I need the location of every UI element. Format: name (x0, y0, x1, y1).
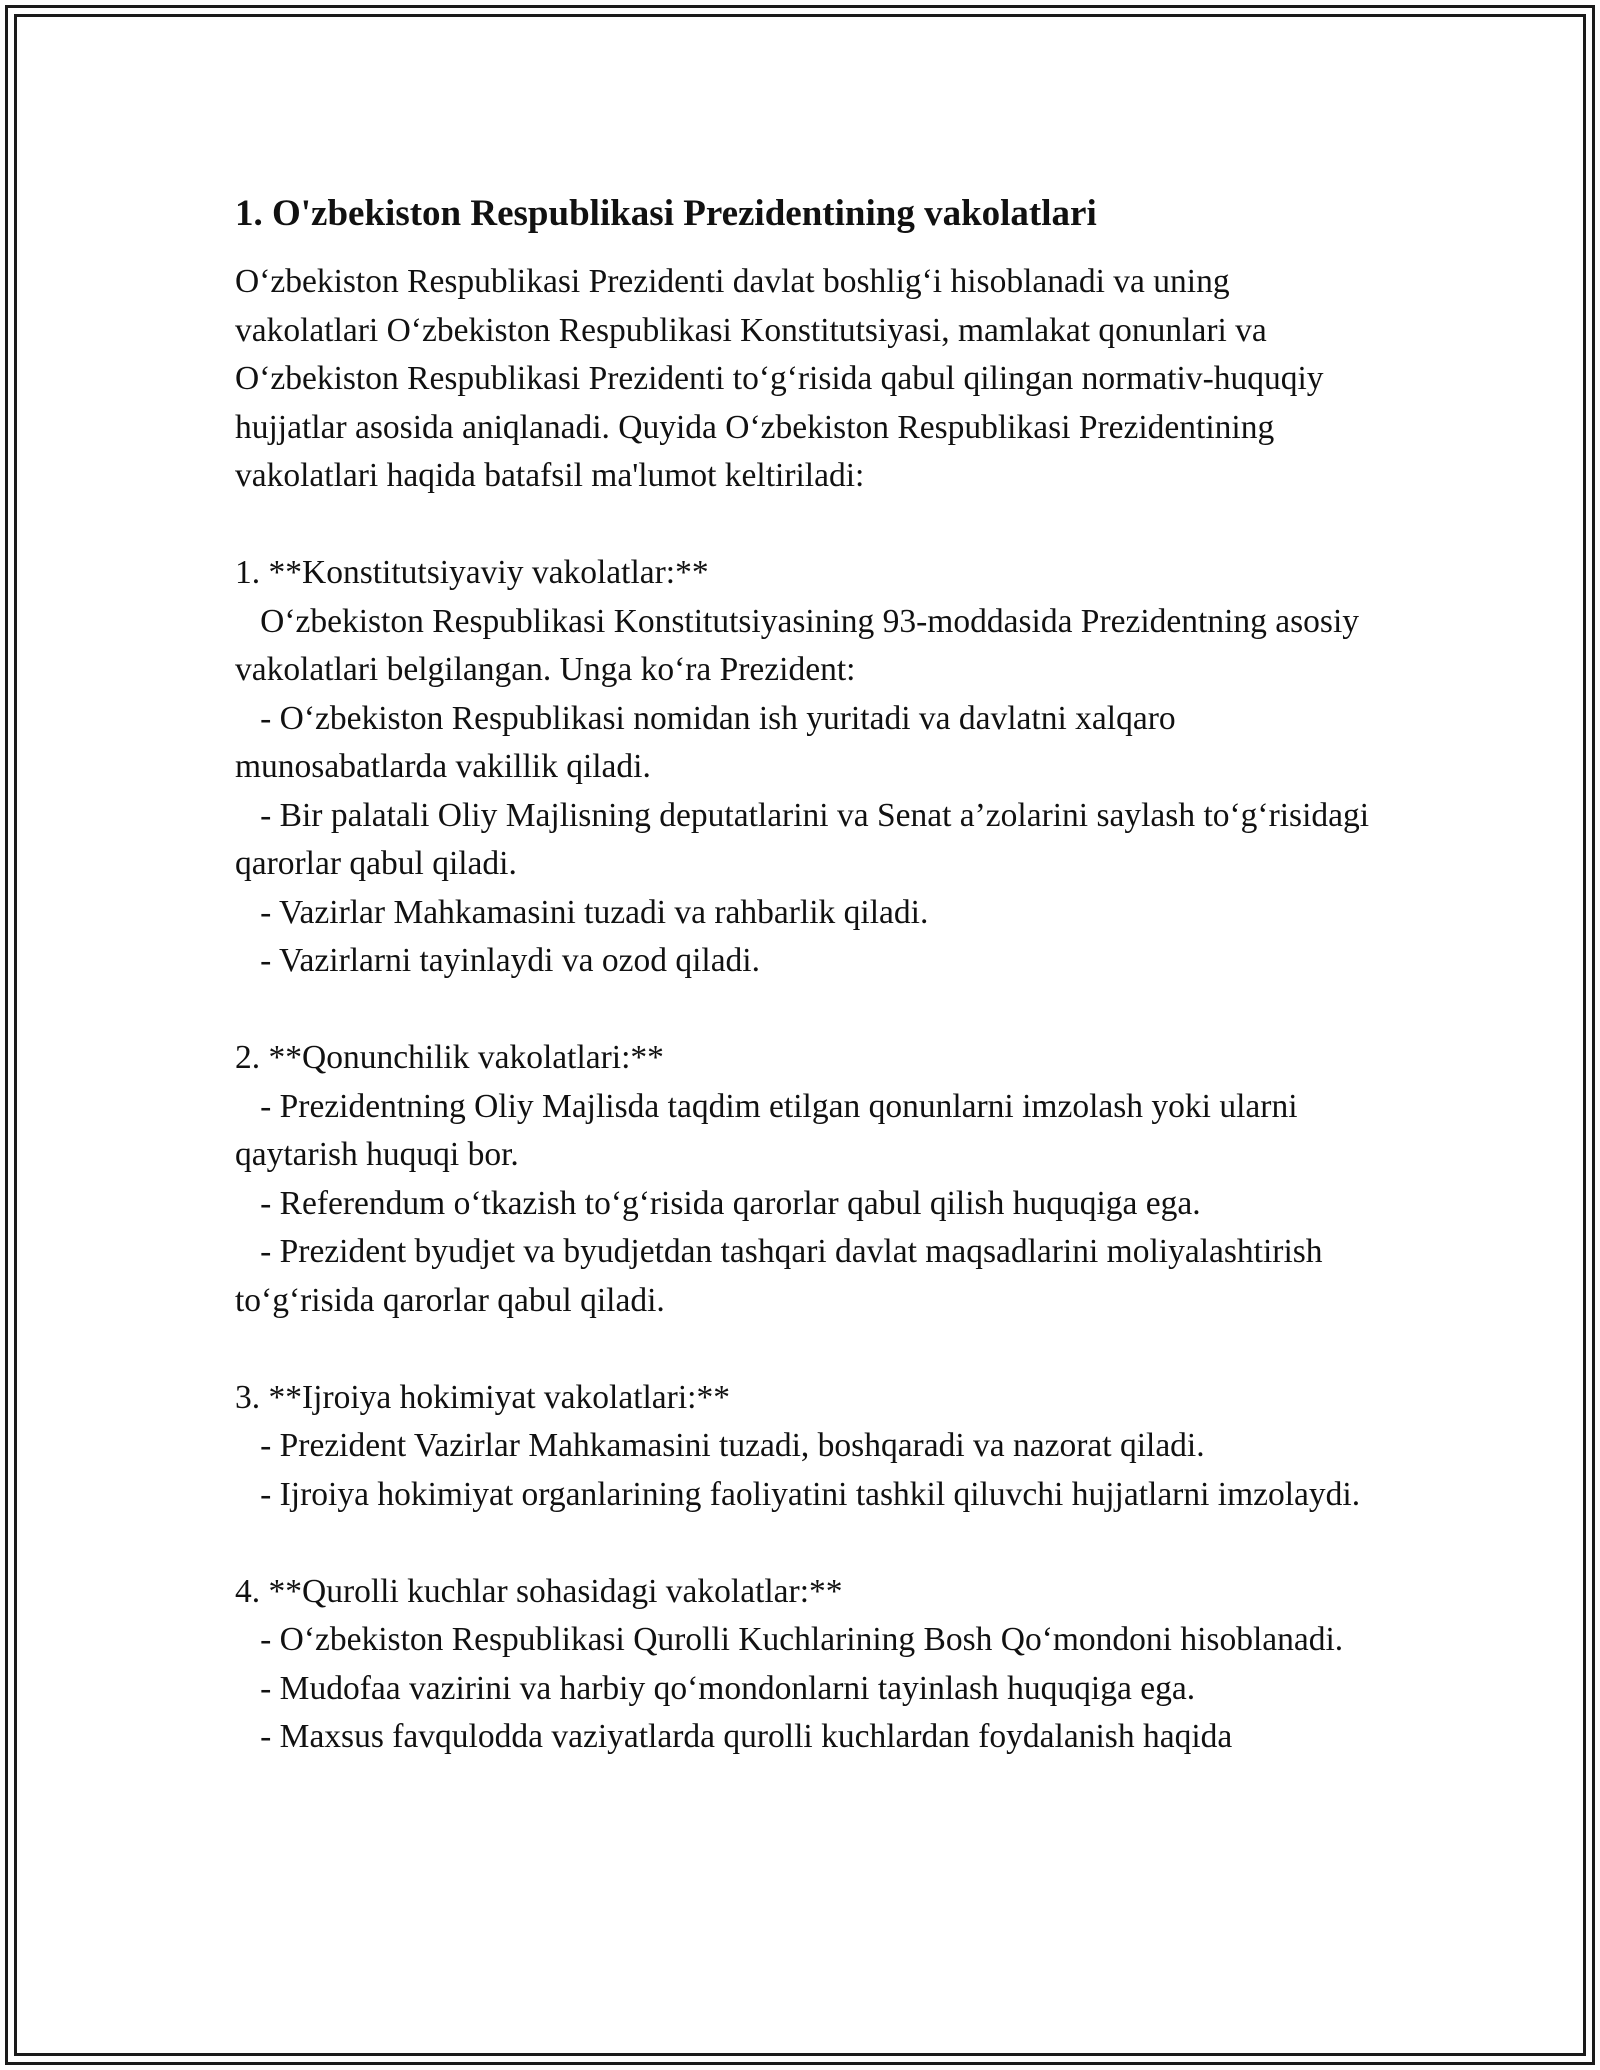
list-item: - Vazirlarni tayinlaydi va ozod qiladi. (235, 942, 760, 979)
section-armed-forces (235, 1568, 1375, 1762)
list-item: - Ijroiya hokimiyat organlarining faoliyatini tashkil qiluvchi hujjatlarni imzolaydi. (235, 1475, 1361, 1513)
section-heading: 4. **Qurolli kuchlar sohasidagi vakolatlar:** (235, 1572, 843, 1610)
list-item: - Prezident byudjet va byudjetdan tashqari davlat maqsadlarini moliyalashtirish to‘g‘risida qarorlar qabul qiladi. (235, 1233, 1331, 1319)
section-executive (235, 1374, 1375, 1520)
list-item: - Prezident Vazirlar Mahkamasini tuzadi, boshqaradi va nazorat qiladi. (235, 1427, 1205, 1464)
list-item: - O‘zbekiston Respublikasi nomidan ish yuritadi va davlatni xalqaro munosabatlarda vakillik qiladi. (235, 699, 1184, 785)
section-legislative (235, 1034, 1375, 1325)
list-item: - Mudofaa vazirini va harbiy qo‘mondonlarni tayinlash huquqiga ega. (235, 1669, 1196, 1707)
paragraph-gap (235, 1519, 1375, 1568)
paragraph-gap (235, 1325, 1375, 1374)
document-title: 1. O'zbekiston Respublikasi Prezidentining vakolatlari (235, 193, 1097, 234)
list-item: - Referendum o‘tkazish to‘g‘risida qarorlar qabul qilish huquqiga ega. (235, 1184, 1201, 1222)
intro-paragraph: O‘zbekiston Respublikasi Prezidenti davlat boshlig‘i hisoblanadi va uning vakolatlari O‘zbekiston Respublikasi Konstitutsiyasi, mamlakat qonunlari va O‘zbekiston Respublikasi Prezidenti to‘g‘risida qabul qilingan normativ-huquqiy hujjatlar asosida aniqlanadi. Quyida O‘zbekiston Respublikasi Prezidentining vakolatlari haqida batafsil ma'lumot keltiriladi: (235, 263, 1332, 494)
list-item: - Prezidentning Oliy Majlisda taqdim etilgan qonunlarni imzolash yoki ularni qaytarish huquqi bor. (235, 1087, 1306, 1173)
section-constitutional (235, 549, 1378, 986)
list-item: - O‘zbekiston Respublikasi Qurolli Kuchlarining Bosh Qo‘mondoni hisoblanadi. (235, 1621, 1344, 1658)
list-item: - Bir palatali Oliy Majlisning deputatlarini va Senat a’zolarini saylash to‘g‘risidagi qarorlar qabul qiladi. (235, 796, 1378, 882)
list-item: - Maxsus favqulodda vaziyatlarda qurolli kuchlardan foydalanish haqida (235, 1718, 1233, 1755)
list-item: - Vazirlar Mahkamasini tuzadi va rahbarlik qiladi. (235, 893, 929, 931)
section-heading: 1. **Konstitutsiyaviy vakolatlar:** (235, 554, 709, 591)
section-text: O‘zbekiston Respublikasi Konstitutsiyasining 93-moddasida Prezidentning asosiy vakolatlari belgilangan. Unga ko‘ra Prezident: (235, 602, 1368, 688)
document-page (235, 190, 1378, 1762)
paragraph-gap (235, 501, 1375, 550)
section-heading: 2. **Qonunchilik vakolatlari:** (235, 1039, 664, 1076)
section-heading: 3. **Ijroiya hokimiyat vakolatlari:** (235, 1378, 730, 1416)
paragraph-gap (235, 986, 1375, 1035)
